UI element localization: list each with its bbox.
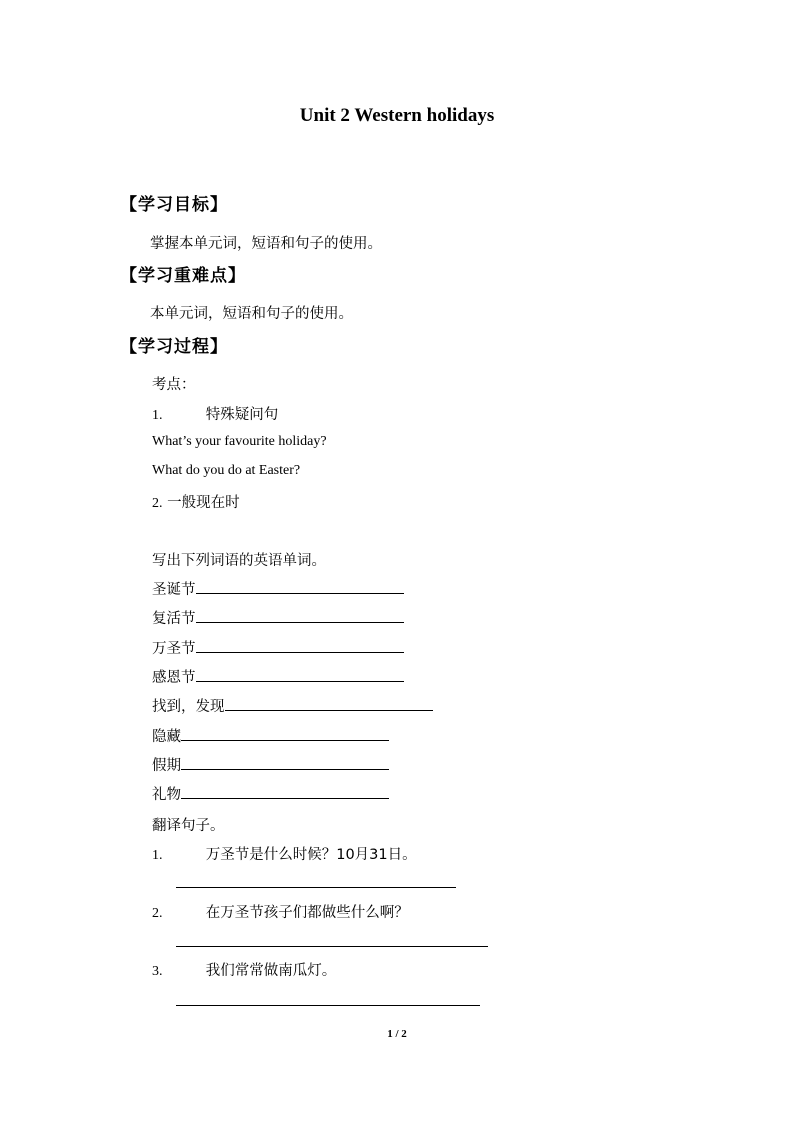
exam-point-2-number: 2. (152, 496, 163, 511)
vocab-instruction: 写出下列词语的英语单词。 (152, 553, 326, 569)
example-sentence-1: What’s your favourite holiday? (152, 434, 327, 449)
vocab-item (152, 666, 404, 687)
key-points-text: 本单元词，短语和句子的使用。 (150, 306, 353, 322)
answer-blank[interactable] (196, 579, 404, 594)
exam-point-1-text: 特殊疑问句 (205, 407, 279, 423)
translate-instruction: 翻译句子。 (152, 818, 225, 834)
vocab-word: 假期 (152, 758, 181, 774)
exam-point-2-text: 一般现在时 (167, 495, 240, 511)
answer-blank[interactable] (181, 726, 389, 741)
vocab-word: 圣诞节 (152, 582, 196, 598)
translate-item-2-text: 在万圣节孩子们都做些什么啊？ (205, 905, 409, 921)
answer-blank[interactable] (181, 784, 389, 799)
translate-item-1-number: 1. (152, 848, 163, 863)
exam-point-1 (152, 403, 278, 424)
heading-goals: 【学习目标】 (120, 195, 228, 215)
vocab-word: 找到，发现 (152, 699, 225, 715)
vocab-item (152, 725, 389, 746)
page-title: Unit 2 Western holidays (299, 105, 495, 126)
example-sentence-2: What do you do at Easter? (152, 463, 301, 478)
translate-item-3-text: 我们常常做南瓜灯。 (205, 963, 337, 979)
vocab-word: 复活节 (152, 611, 196, 627)
vocab-item (152, 783, 389, 804)
translate-answer-line-3[interactable] (176, 1005, 480, 1006)
translate-item-1-text: 万圣节是什么时候？10月31日。 (205, 847, 417, 863)
answer-blank[interactable] (196, 608, 404, 623)
translate-item-2-number: 2. (152, 906, 163, 921)
vocab-item (152, 607, 404, 628)
vocab-word: 礼物 (152, 787, 181, 803)
exam-point-1-number: 1. (152, 408, 163, 423)
exam-point-2 (152, 491, 240, 512)
answer-blank[interactable] (196, 667, 404, 682)
translate-answer-line-2[interactable] (176, 946, 488, 947)
answer-blank[interactable] (196, 638, 404, 653)
vocab-item (152, 754, 389, 775)
exam-points-label: 考点： (152, 377, 196, 393)
vocab-item (152, 695, 433, 716)
heading-key-points: 【学习重难点】 (120, 266, 246, 286)
translate-item-3-number: 3. (152, 964, 163, 979)
translate-item-2 (152, 901, 409, 922)
page-number: 1 / 2 (387, 1028, 407, 1040)
vocab-word: 万圣节 (152, 641, 196, 657)
vocab-word: 隐藏 (152, 729, 181, 745)
vocab-item (152, 637, 404, 658)
goals-text: 掌握本单元词，短语和句子的使用。 (150, 236, 382, 252)
answer-blank[interactable] (181, 755, 389, 770)
answer-blank[interactable] (225, 696, 433, 711)
translate-item-1 (152, 843, 417, 864)
translate-answer-line-1[interactable] (176, 887, 456, 888)
vocab-item (152, 578, 404, 599)
translate-item-3 (152, 959, 336, 980)
heading-process: 【学习过程】 (120, 337, 228, 357)
vocab-word: 感恩节 (152, 670, 196, 686)
